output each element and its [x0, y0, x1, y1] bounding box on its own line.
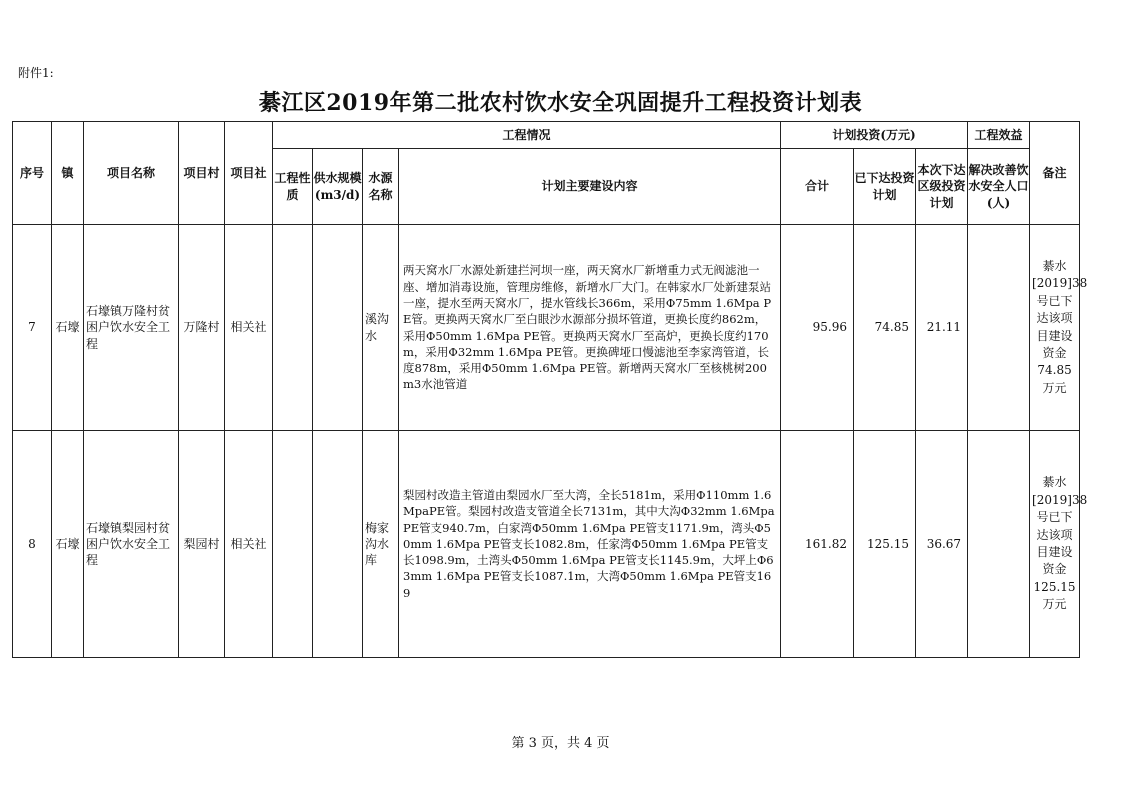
cell-source: 梅家沟水库	[363, 431, 399, 658]
cell-village: 万隆村	[179, 225, 225, 431]
cell-content: 梨园村改造主管道由梨园水厂至大湾，全长5181m，采用Φ110mm 1.6MpaPE管。梨园村改造支管道全长7131m，其中大沟Φ32mm 1.6Mpa PE管支940.7m，白家湾Φ50mm 1.6Mpa PE管支1171.9m，湾头Φ50mm 1.6Mpa PE管支长1082.8m，任家湾Φ50mm 1.6Mpa PE管支长1098.9m，土湾头Φ50mm 1.6Mpa PE管支长1145.9m，大坪上Φ63mm 1.6Mpa PE管支长1087.1m，大湾Φ50mm 1.6Mpa PE管支169	[399, 431, 781, 658]
page-number: 第 3 页，共 4 页	[511, 736, 610, 751]
table-row	[13, 225, 1080, 431]
cell-population	[968, 431, 1030, 658]
cell-community: 相关社	[225, 225, 273, 431]
cell-town: 石壕	[52, 225, 84, 431]
cell-current: 21.11	[916, 225, 968, 431]
cell-source: 溪沟水	[363, 225, 399, 431]
header-content: 计划主要建设内容	[399, 149, 781, 225]
cell-seq: 8	[13, 431, 52, 658]
header-project-name: 项目名称	[84, 122, 179, 225]
cell-project-name: 石壕镇万隆村贫困户饮水安全工程	[84, 225, 179, 431]
cell-total: 161.82	[781, 431, 854, 658]
header-group-engineering: 工程情况	[273, 122, 781, 149]
cell-project-name: 石壕镇梨园村贫困户饮水安全工程	[84, 431, 179, 658]
header-group-investment: 计划投资(万元)	[781, 122, 968, 149]
cell-population	[968, 225, 1030, 431]
cell-scale	[313, 225, 363, 431]
header-group-benefit: 工程效益	[968, 122, 1030, 149]
header-remark: 备注	[1030, 122, 1080, 225]
header-scale: 供水规模(m3/d)	[313, 149, 363, 225]
cell-scale	[313, 431, 363, 658]
header-population: 解决改善饮水安全人口(人)	[968, 149, 1030, 225]
cell-remark: 綦水[2019]38号已下达该项目建设资金74.85万元	[1030, 225, 1080, 431]
cell-town: 石壕	[52, 431, 84, 658]
investment-plan-table	[12, 121, 1088, 658]
header-current: 本次下达区级投资计划	[916, 149, 968, 225]
cell-remark: 綦水[2019]38号已下达该项目建设资金125.15万元	[1030, 431, 1080, 658]
cell-nature	[273, 431, 313, 658]
cell-seq: 7	[13, 225, 52, 431]
cell-nature	[273, 225, 313, 431]
header-town: 镇	[52, 122, 84, 225]
header-village: 项目村	[179, 122, 225, 225]
header-seq: 序号	[13, 122, 52, 225]
header-issued: 已下达投资计划	[854, 149, 916, 225]
cell-total: 95.96	[781, 225, 854, 431]
page-title: 綦江区2019年第二批农村饮水安全巩固提升工程投资计划表	[258, 90, 863, 116]
cell-issued: 125.15	[854, 431, 916, 658]
header-source: 水源名称	[363, 149, 399, 225]
header-community: 项目社	[225, 122, 273, 225]
cell-village: 梨园村	[179, 431, 225, 658]
header-nature: 工程性质	[273, 149, 313, 225]
header-row-groups	[13, 122, 1080, 149]
cell-content: 两天窝水厂水源处新建拦河坝一座，两天窝水厂新增重力式无阀滤池一座、增加消毒设施，管理房维修，新增水厂大门。在韩家水厂处新建泵站一座，提水至两天窝水厂，提水管线长366m，采用Φ75mm 1.6Mpa PE管。更换两天窝水厂至白眼沙水源部分损坏管道，更换长度约862m，采用Φ50mm 1.6Mpa PE管。更换两天窝水厂至高炉，更换长度约170m，采用Φ32mm 1.6Mpa PE管。更换碑垭口慢滤池至李家湾管道，长度878m，采用Φ50mm 1.6Mpa PE管。新增两天窝水厂至核桃树200m3水池管道	[399, 225, 781, 431]
attachment-label: 附件1:	[18, 66, 54, 80]
cell-current: 36.67	[916, 431, 968, 658]
table-row	[13, 431, 1080, 658]
cell-issued: 74.85	[854, 225, 916, 431]
cell-community: 相关社	[225, 431, 273, 658]
header-total: 合计	[781, 149, 854, 225]
